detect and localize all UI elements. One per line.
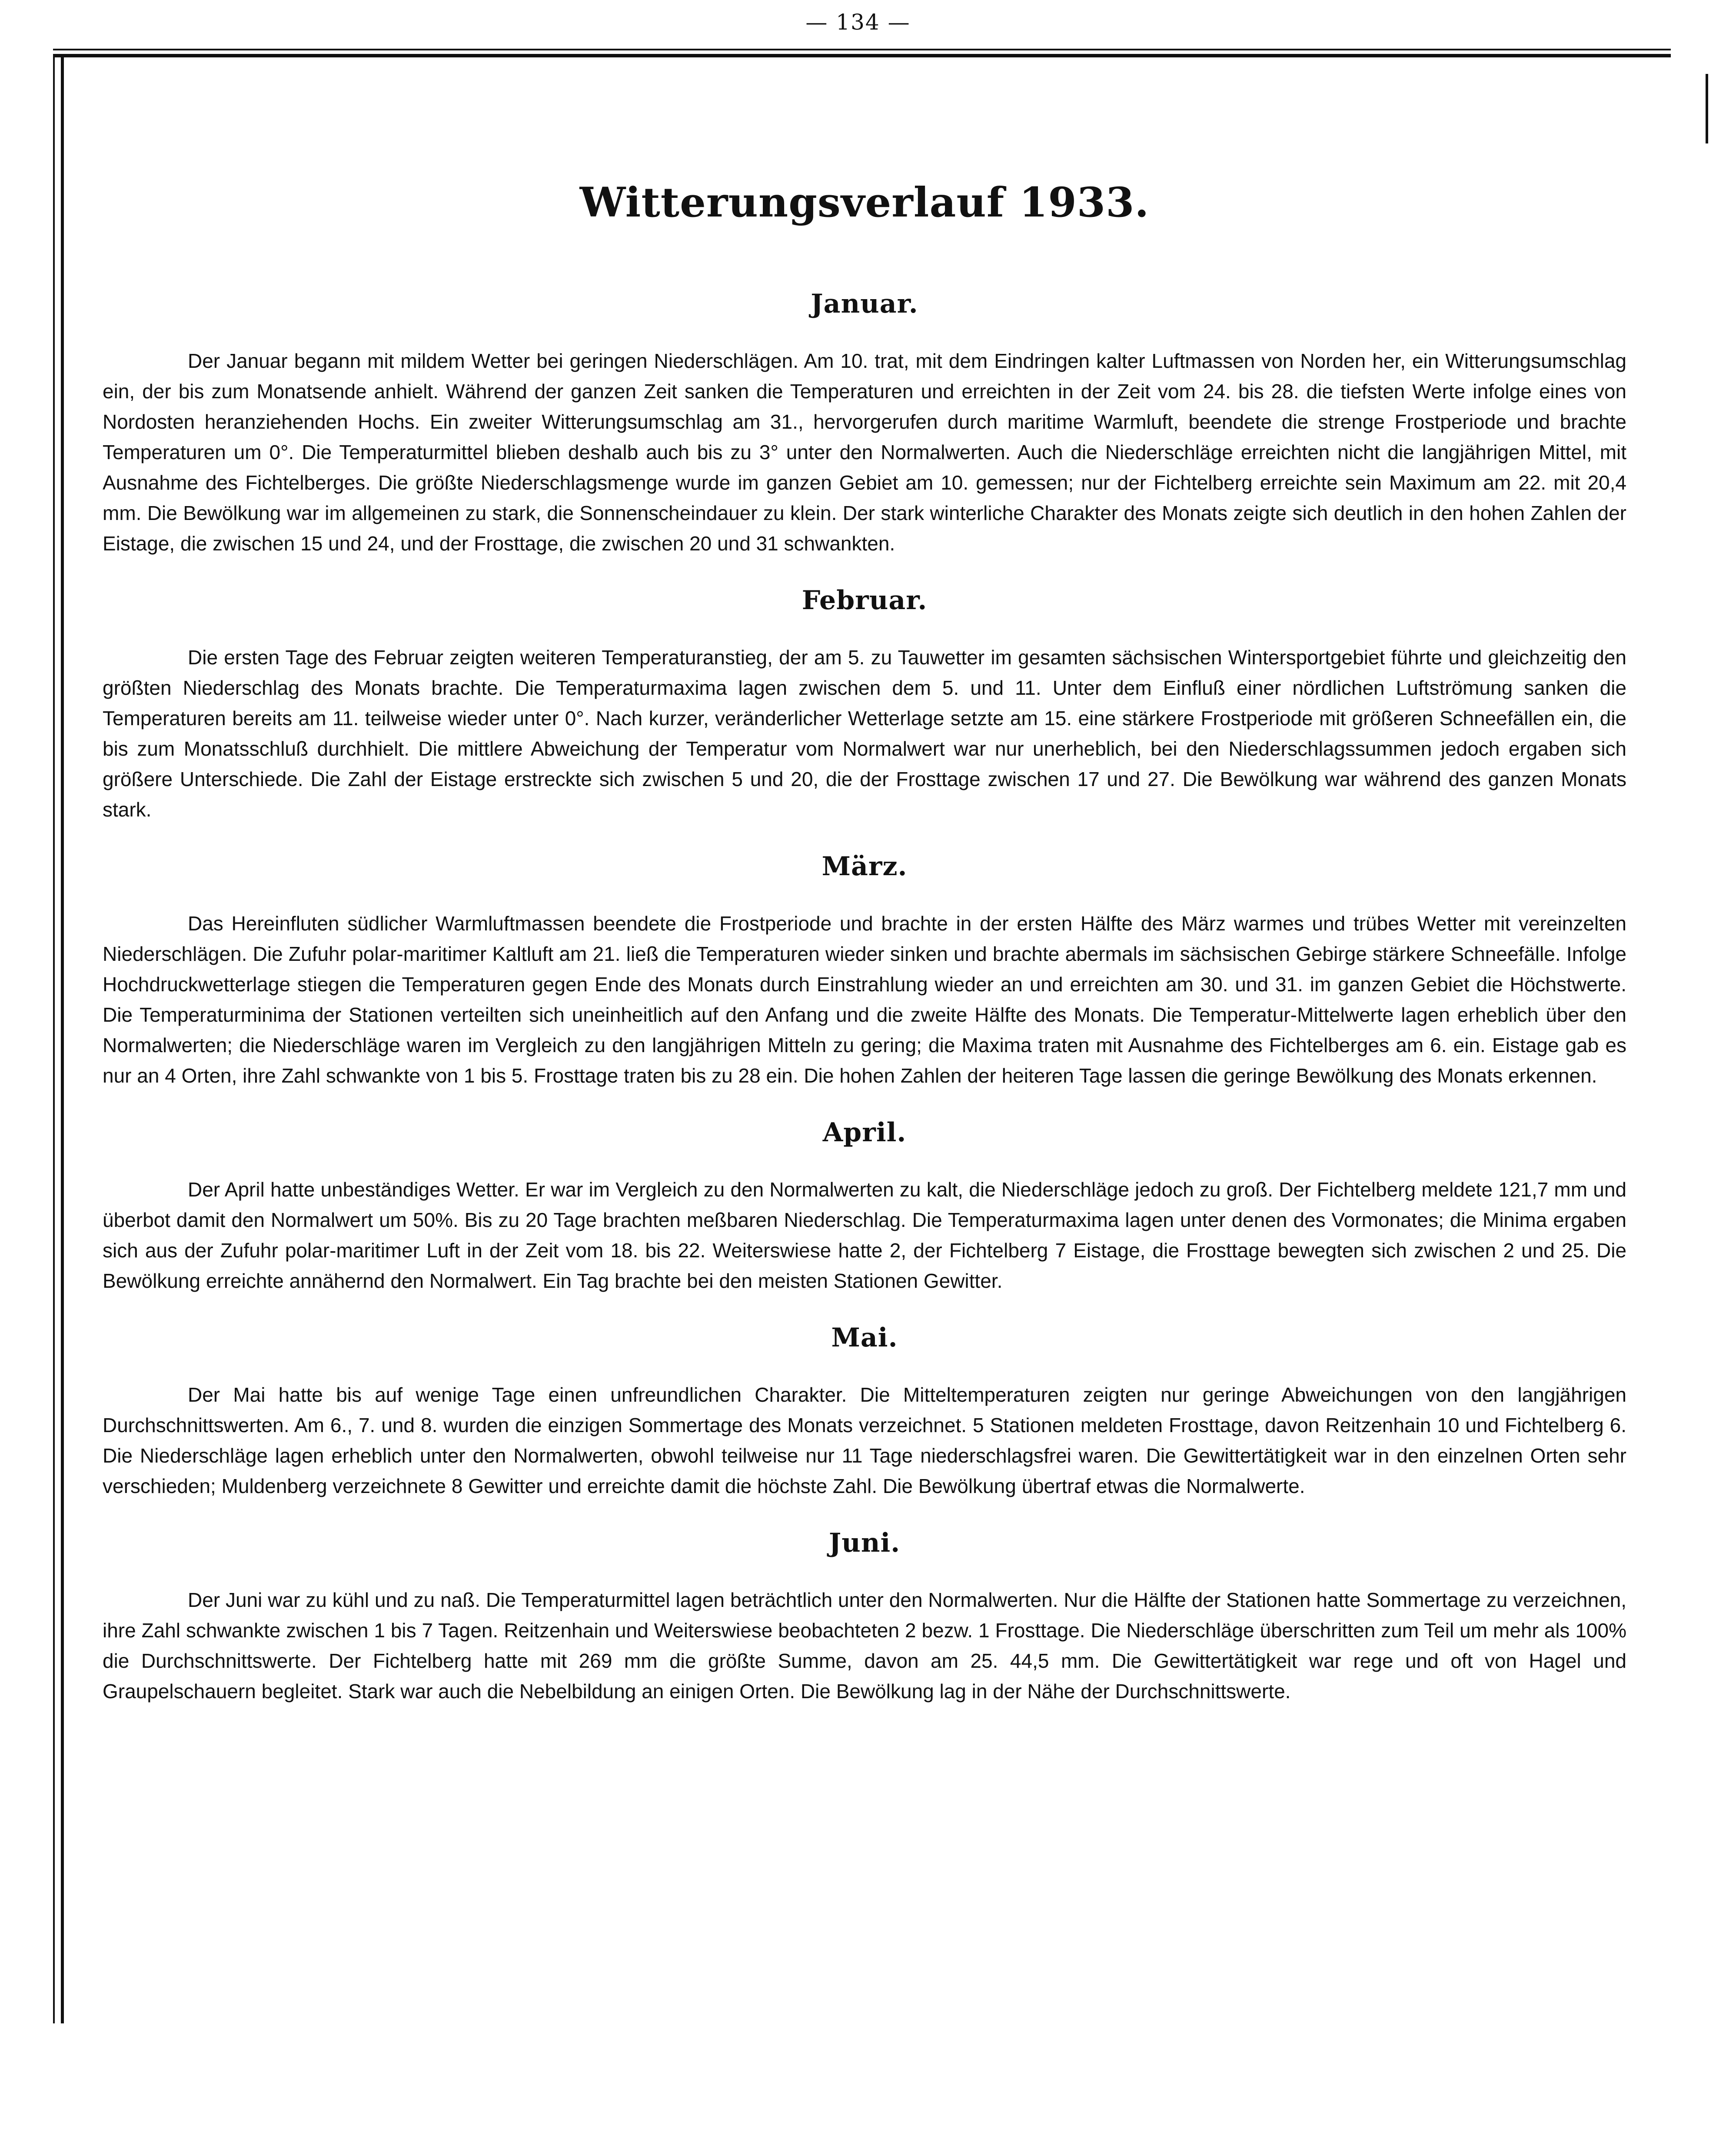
section-heading: März.: [821, 851, 908, 882]
section-mai: [103, 1322, 1626, 1501]
top-rule-thick: [53, 54, 1671, 57]
section-heading: Januar.: [811, 288, 918, 319]
section-april: [103, 1117, 1626, 1296]
section-maerz: [103, 851, 1626, 1091]
document-body: [103, 178, 1626, 1733]
left-rule-thin: [53, 54, 55, 2023]
section-juni: [103, 1527, 1626, 1706]
section-januar: [103, 288, 1626, 559]
section-paragraph: Die ersten Tage des Februar zeigten weiteren Temperaturanstieg, der am 5. zu Tauwetter im gesamten sächsischen Wintersportgebiet führte und gleichzeitig den größten Niederschlag des Monats brachte. Die Temperaturmaxima lagen zwischen dem 5. und 11. Unter dem Einfluß einer nördlichen Luftströmung sanken die Temperaturen bereits am 11. teilweise wieder unter 0°. Nach kurzer, veränderlicher Wetterlage setzte am 15. eine stärkere Frostperiode mit größeren Schneefällen ein, die bis zum Monatsschluß durchhielt. Die mittlere Abweichung der Temperatur vom Normalwert war nur unerheblich, bei den Niederschlagssummen jedoch ergaben sich größere Unterschiede. Die Zahl der Eistage erstreckte sich zwischen 5 und 20, die der Frosttage zwischen 17 und 27. Die Bewölkung war während des ganzen Monats stark.: [103, 646, 1626, 821]
section-heading: April.: [822, 1117, 907, 1148]
left-rule-thick: [61, 54, 64, 2023]
right-edge-mark: [1706, 74, 1708, 143]
section-heading: Mai.: [831, 1322, 898, 1353]
section-paragraph: Das Hereinfluten südlicher Warmluftmassen beendete die Frostperiode und brachte in der ersten Hälfte des März warmes und trübes Wetter mit vereinzelten Niederschlägen. Die Zufuhr polar-maritimer Kaltluft am 21. ließ die Temperaturen wieder sinken und brachte abermals im sächsischen Gebirge stärkere Schneefälle. Infolge Hochdruckwetterlage stiegen die Temperaturen gegen Ende des Monats durch Einstrahlung wieder an und erreichten am 30. und 31. im ganzen Gebiet die Höchstwerte. Die Temperaturminima der Stationen verteilten sich uneinheitlich auf den Anfang und die zweite Hälfte des Monats. Die Temperatur-Mittelwerte lagen erheblich über den Normalwerten; die Niederschläge waren im Vergleich zu den langjährigen Mitteln zu gering; die Maxima traten mit Ausnahme des Fichtelberges am 6. ein. Eistage gab es nur an 4 Orten, ihre Zahl schwankte von 1 bis 5. Frosttage traten bis zu 28 ein. Die hohen Zahlen der heiteren Tage lassen die geringe Bewölkung des Monats erkennen.: [103, 912, 1626, 1087]
section-paragraph: Der Mai hatte bis auf wenige Tage einen unfreundlichen Charakter. Die Mitteltemperaturen zeigten nur geringe Abweichungen von den langjährigen Durchschnittswerten. Am 6., 7. und 8. wurden die einzigen Sommertage des Monats verzeichnet. 5 Stationen meldeten Frosttage, davon Reitzenhain 10 und Fichtelberg 6. Die Niederschläge lagen erheblich unter den Normalwerten, obwohl teilweise nur 11 Tage niederschlagsfrei waren. Die Gewittertätigkeit war in den einzelnen Orten sehr verschieden; Muldenberg verzeichnete 8 Gewitter und erreichte damit die höchste Zahl. Die Bewölkung übertraf etwas die Normalwerte.: [103, 1383, 1626, 1497]
document-title: Witterungsverlauf 1933.: [579, 179, 1150, 227]
section-paragraph: Der Juni war zu kühl und zu naß. Die Temperaturmittel lagen beträchtlich unter den Normalwerten. Nur die Hälfte der Stationen hatte Sommertage zu verzeichnen, ihre Zahl schwankte zwischen 1 bis 7 Tagen. Reitzenhain und Weiterswiese beobachteten 2 bezw. 1 Frosttage. Die Niederschläge überschritten zum Teil um mehr als 100% die Durchschnittswerte. Der Fichtelberg hatte mit 269 mm die größte Summe, davon am 25. 44,5 mm. Die Gewittertätigkeit war rege und oft von Hagel und Graupelschauern begleitet. Stark war auch die Nebelbildung an einigen Orten. Die Bewölkung lag in der Nähe der Durchschnittswerte.: [103, 1588, 1626, 1703]
section-februar: [103, 585, 1626, 825]
page-number: — 134 —: [805, 10, 911, 35]
month-sections: [103, 288, 1626, 1706]
section-paragraph: Der April hatte unbeständiges Wetter. Er war im Vergleich zu den Normalwerten zu kalt, die Niederschläge jedoch zu groß. Der Fichtelberg meldete 121,7 mm und überbot damit den Normalwert um 50%. Bis zu 20 Tage brachten meßbaren Niederschlag. Die Temperaturmaxima lagen unter denen des Vormonates; die Minima ergaben sich aus der Zufuhr polar-maritimer Luft in der Zeit vom 18. bis 22. Weiterswiese hatte 2, der Fichtelberg 7 Eistage, die Frosttage bewegten sich zwischen 2 und 25. Die Bewölkung erreichte annähernd den Normalwert. Ein Tag brachte bei den meisten Stationen Gewitter.: [103, 1178, 1626, 1292]
section-paragraph: Der Januar begann mit mildem Wetter bei geringen Niederschlägen. Am 10. trat, mit dem Eindringen kalter Luftmassen von Norden her, ein Witterungsumschlag ein, der bis zum Monatsende anhielt. Während der ganzen Zeit sanken die Temperaturen und erreichten in der Zeit vom 24. bis 28. die tiefsten Werte infolge eines von Nordosten heranziehenden Hochs. Ein zweiter Witterungsumschlag am 31., hervorgerufen durch maritime Warmluft, beendete die strenge Frostperiode und brachte Temperaturen um 0°. Die Temperaturmittel blieben deshalb auch bis zu 3° unter den Normalwerten. Auch die Niederschläge erreichten nicht die langjährigen Mittel, mit Ausnahme des Fichtelberges. Die größte Niederschlagsmenge wurde im ganzen Gebiet am 10. gemessen; nur der Fichtelberg erreichte sein Maximum am 22. mit 20,4 mm. Die Bewölkung war im allgemeinen zu stark, die Sonnenscheindauer zu klein. Der stark winterliche Charakter des Monats zeigte sich deutlich in den hohen Zahlen der Eistage, die zwischen 15 und 24, und der Frosttage, die zwischen 20 und 31 schwankten.: [103, 349, 1626, 555]
section-heading: Februar.: [801, 585, 928, 616]
section-heading: Juni.: [828, 1527, 901, 1558]
top-rule-thin: [53, 49, 1671, 50]
